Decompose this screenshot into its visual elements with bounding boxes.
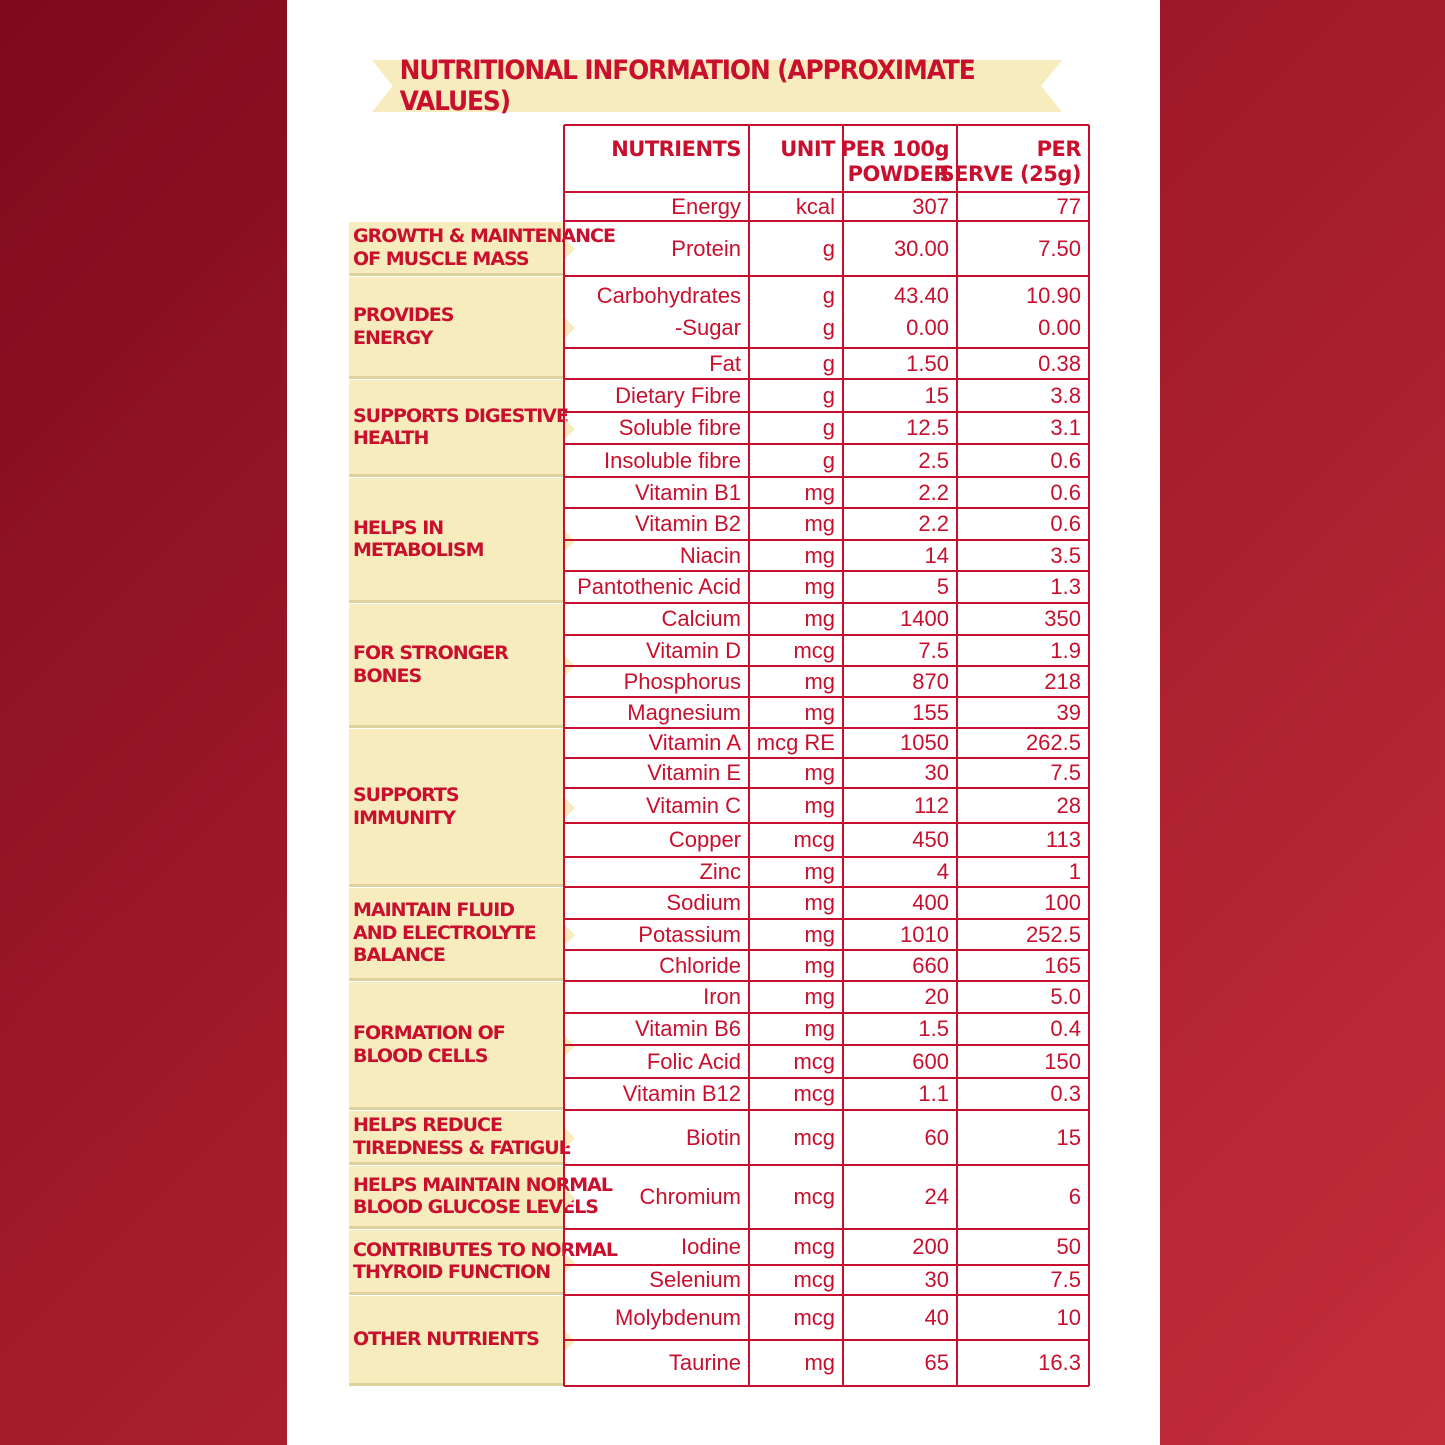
nutrient-name: Protein xyxy=(671,235,741,261)
category-label: HELPS REDUCE TIREDNESS & FATIGUE xyxy=(349,1111,564,1165)
per-serve-value: 77 xyxy=(1056,193,1081,219)
per-100g-value: 20 xyxy=(924,984,949,1009)
per-100g-value: 2.2 xyxy=(918,511,949,536)
per-serve-value: 165 xyxy=(1044,952,1081,978)
nutrient-name: Copper xyxy=(668,827,741,852)
per-serve-value: 39 xyxy=(1056,699,1081,725)
nutrient-name: Vitamin B6 xyxy=(635,1016,741,1041)
per-serve-value: 16.3 xyxy=(1038,1350,1081,1375)
unit-value: mcg xyxy=(793,1184,835,1209)
nutrient-name: Iodine xyxy=(681,1234,741,1259)
per-100g-value: 24 xyxy=(924,1184,949,1209)
per-100g-value: 400 xyxy=(912,890,949,915)
unit-value: mcg xyxy=(793,1048,835,1074)
per-serve-value: 218 xyxy=(1044,668,1081,694)
nutrient-name: Chloride xyxy=(659,952,741,978)
per-100g-value: 7.5 xyxy=(918,637,949,663)
unit-value: mg xyxy=(804,859,835,884)
unit-value: mcg xyxy=(793,1267,835,1292)
unit-value: mg xyxy=(804,606,835,631)
unit-value: mcg xyxy=(793,827,835,852)
per-serve-value: 7.50 xyxy=(1038,235,1081,261)
unit-value: kcal xyxy=(795,193,835,219)
per-100g-value: 60 xyxy=(924,1124,949,1150)
nutrient-name: Molybdenum xyxy=(615,1304,741,1330)
nutrient-name: Zinc xyxy=(699,859,741,884)
nutrient-name: Vitamin D xyxy=(646,637,741,663)
unit-value: mg xyxy=(804,890,835,915)
per-100g-value: 43.40 xyxy=(893,283,949,308)
per-100g-value: 660 xyxy=(912,952,949,978)
page-title: NUTRITIONAL INFORMATION (APPROXIMATE VALUES) xyxy=(399,55,975,117)
unit-value: mg xyxy=(804,668,835,694)
per-serve-value: 350 xyxy=(1044,606,1081,631)
nutrient-name: Niacin xyxy=(679,542,741,568)
per-serve-value: 0.6 xyxy=(1050,511,1081,536)
per-100g-value: 1.5 xyxy=(918,1016,949,1041)
unit-value: mcg xyxy=(793,1081,835,1106)
per-serve-value: 3.1 xyxy=(1050,415,1081,440)
nutrient-name: Vitamin C xyxy=(646,792,741,818)
nutrient-name: Vitamin A xyxy=(648,730,741,755)
per-100g-value: 307 xyxy=(912,193,949,219)
header-line: PER xyxy=(1036,137,1081,161)
per-100g-value: 5 xyxy=(936,574,949,599)
per-100g-value: 15 xyxy=(924,382,949,408)
nutrient-name-sub: -Sugar xyxy=(674,315,741,340)
per-100g-value: 112 xyxy=(913,792,949,818)
per-100g-value: 870 xyxy=(912,668,949,694)
category-label: CONTRIBUTES TO THYROID FUNCTION xyxy=(349,1230,564,1295)
per-serve-value: 7.5 xyxy=(1050,760,1081,785)
nutrient-name: Biotin xyxy=(685,1124,741,1150)
category-label: HELPS IN METABOLISM xyxy=(349,478,564,603)
unit-value: mg xyxy=(804,699,835,725)
category-label: OTHER NUTRIENTS xyxy=(349,1296,564,1386)
per-serve-value: 5.0 xyxy=(1050,984,1081,1009)
per-serve-value: 3.8 xyxy=(1050,382,1081,408)
per-serve-value: 0.3 xyxy=(1050,1081,1081,1106)
unit-value: mg xyxy=(804,760,835,785)
per-serve-value: 1 xyxy=(1068,859,1081,884)
category-label: SUPPORTS IMMUNITY xyxy=(349,729,564,887)
per-100g-value: 12.5 xyxy=(906,415,949,440)
per-serve-value-sub: 0.00 xyxy=(1038,315,1081,340)
per-100g-value: 30.00 xyxy=(893,235,949,261)
unit-value: mg xyxy=(804,574,835,599)
nutrient-name: Soluble fibre xyxy=(618,415,741,440)
per-100g-value: 2.5 xyxy=(918,447,949,473)
per-100g-value: 30 xyxy=(924,1267,949,1292)
header-line: NUTRIENTS xyxy=(611,137,741,161)
per-100g-value: 155 xyxy=(912,699,949,725)
nutrient-name: Calcium xyxy=(661,606,741,631)
per-100g-value: 65 xyxy=(924,1350,949,1375)
nutrient-name: Pantothenic Acid xyxy=(577,574,741,599)
per-serve-value: 0.6 xyxy=(1050,479,1081,505)
per-serve-value: 150 xyxy=(1044,1048,1081,1074)
unit-value: g xyxy=(822,350,835,376)
per-serve-value: 0.6 xyxy=(1050,447,1081,473)
nutrient-name: Vitamin B12 xyxy=(622,1081,741,1106)
per-serve-value: 7.5 xyxy=(1050,1267,1081,1292)
per-100g-value: 1400 xyxy=(900,606,949,631)
per-100g-value: 2.2 xyxy=(918,479,949,505)
per-serve-value: 0.4 xyxy=(1050,1016,1081,1041)
unit-value: g xyxy=(822,382,835,408)
unit-value: mcg xyxy=(793,637,835,663)
nutrient-name: Dietary Fibre xyxy=(615,382,741,408)
unit-value: mcg RE xyxy=(756,730,835,755)
nutrient-name: Chromium xyxy=(639,1184,741,1209)
nutrient-name: Folic Acid xyxy=(646,1048,741,1074)
nutrient-name: Taurine xyxy=(668,1350,741,1375)
unit-value: g xyxy=(822,415,835,440)
per-100g-value: 40 xyxy=(924,1304,949,1330)
nutrient-name: Iron xyxy=(703,984,741,1009)
per-100g-value: 1010 xyxy=(900,921,949,947)
category-label: FORMATION OF BLOOD CELLS xyxy=(349,982,564,1110)
unit-value: g xyxy=(822,235,835,261)
nutrient-name: Carbohydrates xyxy=(596,283,741,308)
unit-value: g xyxy=(822,283,835,308)
header-line: SERVE (25g) xyxy=(939,162,1081,187)
category-label: SUPPORTS DIGESTIVE HEALTH xyxy=(349,380,564,477)
header-line: PER 100g xyxy=(840,137,949,161)
per-serve-value: 1.3 xyxy=(1050,574,1081,599)
per-serve-value: 252.5 xyxy=(1025,921,1081,947)
nutrient-name: Magnesium xyxy=(627,699,741,725)
unit-value: mg xyxy=(804,952,835,978)
unit-value: mg xyxy=(804,1016,835,1041)
nutrient-name: Sodium xyxy=(666,890,741,915)
per-serve-value: 10 xyxy=(1056,1304,1081,1330)
per-serve-value: 1.9 xyxy=(1050,637,1081,663)
category-label: HELPS MAINTAIN BLOOD GLUCOSE LEVELS xyxy=(349,1166,564,1229)
per-100g-value: 450 xyxy=(912,827,949,852)
category-label: PROVIDES ENERGY xyxy=(349,277,564,379)
per-serve-value: 15 xyxy=(1056,1124,1081,1150)
per-serve-value: 10.90 xyxy=(1025,283,1081,308)
nutrient-name: Selenium xyxy=(649,1267,741,1292)
category-label: GROWTH & MAINTENANCE OF MUSCLE MASS xyxy=(349,222,564,276)
nutrient-name: Insoluble fibre xyxy=(604,447,741,473)
unit-value: mg xyxy=(804,511,835,536)
nutrient-name: Energy xyxy=(671,193,741,219)
per-serve-value: 28 xyxy=(1056,792,1081,818)
unit-value: g xyxy=(822,447,835,473)
nutrient-name: Vitamin E xyxy=(647,760,741,785)
header-line: POWDER xyxy=(847,162,949,187)
per-serve-value: 3.5 xyxy=(1050,542,1081,568)
per-100g-value: 1050 xyxy=(900,730,949,755)
nutrient-name: Potassium xyxy=(638,921,741,947)
unit-value: mg xyxy=(804,792,835,818)
nutrient-name: Fat xyxy=(709,350,741,376)
unit-value: mg xyxy=(804,1350,835,1375)
nutrient-name: Vitamin B2 xyxy=(635,511,741,536)
per-serve-value: 6 xyxy=(1068,1184,1081,1209)
unit-value-sub: g xyxy=(822,315,835,340)
per-100g-value-sub: 0.00 xyxy=(906,315,949,340)
unit-value: mcg xyxy=(793,1304,835,1330)
unit-value: mcg xyxy=(793,1124,835,1150)
per-100g-value: 14 xyxy=(924,542,949,568)
nutrient-name: Phosphorus xyxy=(623,668,741,694)
category-label: FOR STRONGER BONES xyxy=(349,604,564,728)
per-100g-value: 600 xyxy=(912,1048,949,1074)
nutrient-name: Vitamin B1 xyxy=(635,479,741,505)
unit-value: mg xyxy=(804,479,835,505)
per-serve-value: 50 xyxy=(1056,1234,1081,1259)
per-100g-value: 4 xyxy=(936,859,949,884)
category-label: MAINTAIN FLUID AND ELECTROLYTE BALANCE xyxy=(349,888,564,981)
unit-value: mg xyxy=(804,984,835,1009)
unit-value: mcg xyxy=(793,1234,835,1259)
per-100g-value: 1.50 xyxy=(906,350,949,376)
unit-value: mg xyxy=(804,921,835,947)
per-100g-value: 200 xyxy=(912,1234,949,1259)
per-100g-value: 1.1 xyxy=(918,1081,949,1106)
per-serve-value: 100 xyxy=(1044,890,1081,915)
header-line: UNIT xyxy=(780,137,835,161)
unit-value: mg xyxy=(804,542,835,568)
per-100g-value: 30 xyxy=(924,760,949,785)
per-serve-value: 262.5 xyxy=(1025,730,1081,755)
per-serve-value: 113 xyxy=(1045,827,1081,852)
per-serve-value: 0.38 xyxy=(1038,350,1081,376)
